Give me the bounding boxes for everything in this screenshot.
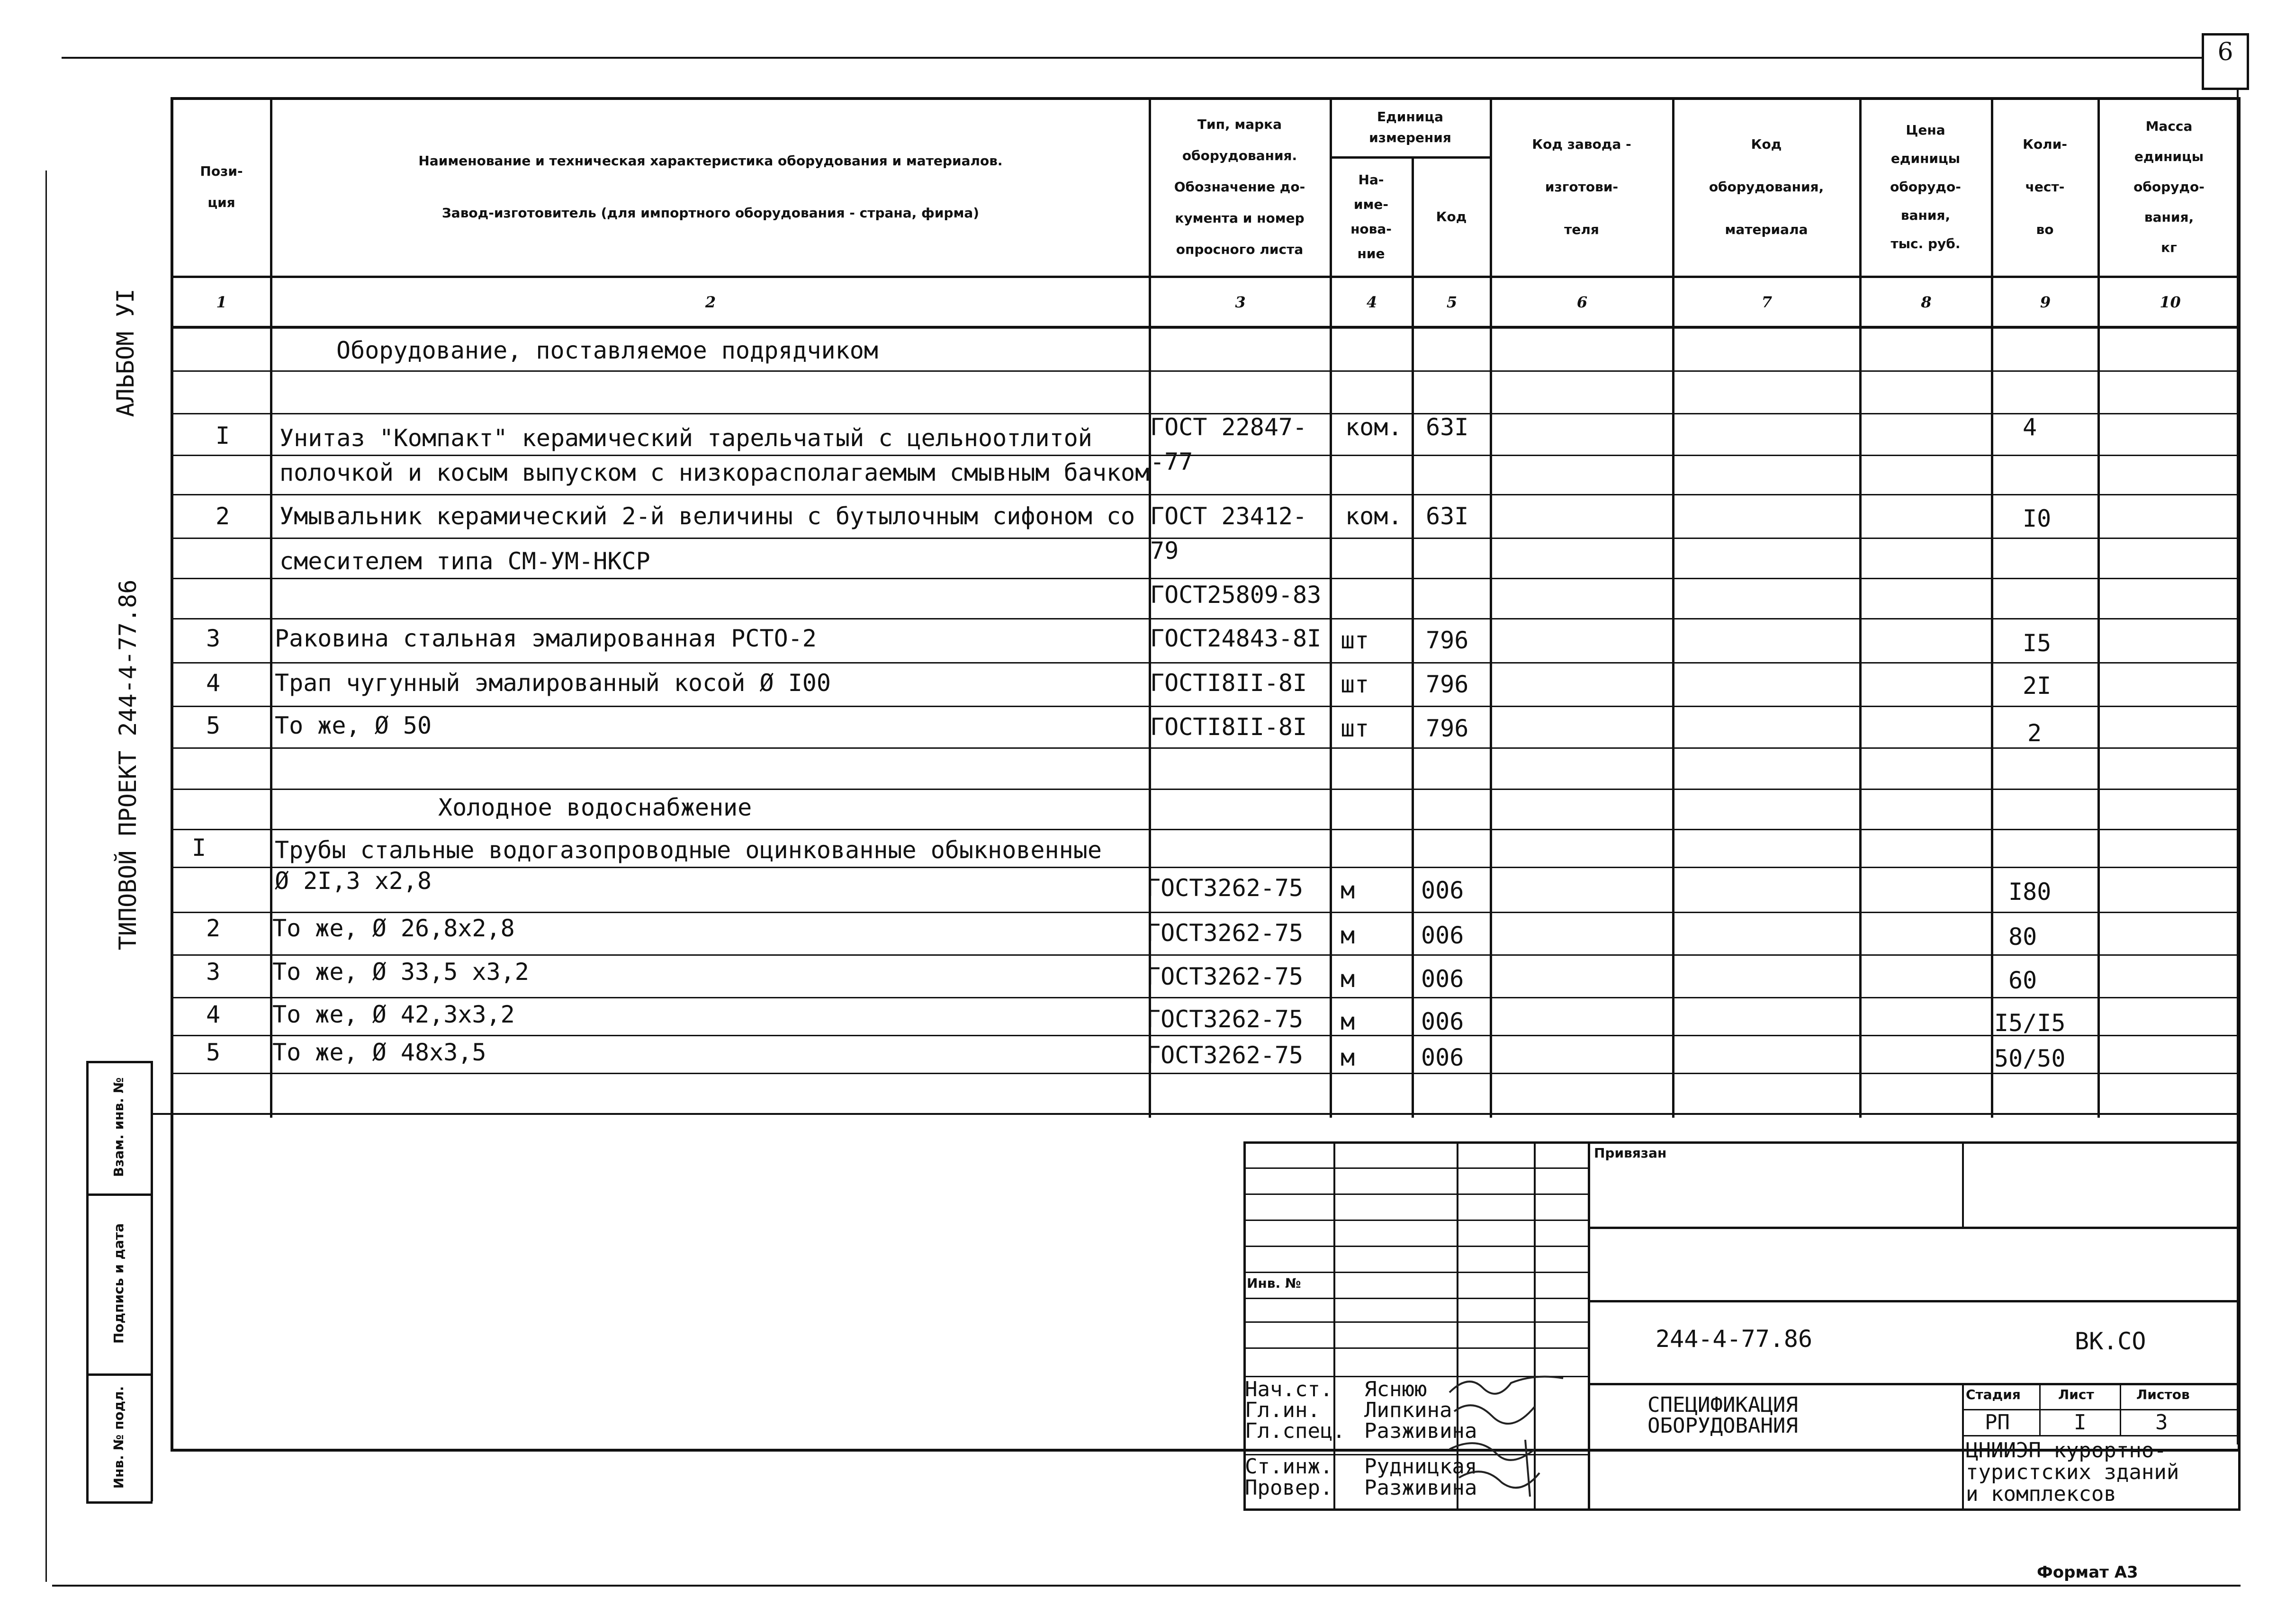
col-num-9: 9	[2040, 293, 2051, 311]
row-name: То же, Ø 26,8x2,8	[272, 915, 515, 942]
designation: 244-4-77.86	[1656, 1325, 1813, 1353]
row-name: Умывальник керамический 2-й величины с бутылочным сифоном со	[279, 502, 1135, 530]
row-qty: I5	[2023, 629, 2052, 657]
row-unit: шт	[1341, 671, 1369, 698]
name-prover: Разживина	[1364, 1476, 1477, 1500]
row-type: ГОСТ3262-75	[1146, 1041, 1304, 1069]
sheets-value: 3	[2155, 1410, 2168, 1435]
sheet-label: Лист	[2058, 1387, 2094, 1402]
name-gl-in: Липкина	[1364, 1398, 1452, 1422]
row-name: Унитаз "Компакт" керамический тарельчатый с цельноотлитой	[279, 424, 1092, 452]
col-num-2: 2	[705, 293, 716, 311]
row-name: Трубы стальные водогазопроводные оцинкованные обыкновенные	[275, 836, 1102, 864]
row-type: ГОСТI8II-8I	[1150, 669, 1307, 697]
col-header-3: Тип, марка оборудования. Обозначение до- кумента и номер опросного листа	[1174, 117, 1305, 257]
row-qty: 4	[2023, 413, 2037, 441]
col-num-10: 10	[2160, 293, 2181, 311]
row-type: ГОСТ3262-75	[1146, 874, 1304, 902]
role-gl-in: Гл.ин.	[1245, 1398, 1320, 1422]
row-unit: м	[1341, 1044, 1355, 1071]
sheet-code: ВК.СО	[2075, 1328, 2146, 1355]
row-unit-code: 006	[1421, 1044, 1464, 1071]
role-prover: Провер.	[1245, 1476, 1333, 1500]
stage-value: РП	[1985, 1410, 2010, 1435]
col-header-8: Цена единицы оборудо- вания, тыс. руб.	[1890, 122, 1961, 251]
organization: ЦНИИЭП курортно- туристских зданий и комплексов	[1966, 1438, 2179, 1506]
row-type: -77	[1150, 448, 1193, 476]
sheet-value: I	[2074, 1410, 2087, 1435]
row-unit: м	[1341, 877, 1355, 904]
row-unit-code: 63I	[1426, 413, 1469, 441]
row-name: Раковина стальная эмалированная РСТО-2	[275, 625, 817, 652]
row-position: I	[215, 422, 230, 449]
page-number: 6	[2217, 38, 2233, 66]
row-name: полочкой и косым выпуском с низкорасполагаемым смывным бачком	[279, 459, 1150, 486]
name-st-inzh: Рудницкая	[1364, 1454, 1477, 1479]
col-header-9: Коли- чест- во	[2023, 136, 2067, 237]
row-position: I	[191, 834, 207, 861]
row-type: ГОСТ3262-75	[1146, 919, 1304, 947]
row-unit-code: 006	[1421, 1008, 1464, 1035]
col-header-2: Наименование и техническая характеристика оборудования и материалов. Завод-изготовитель (для импортного оборудования - страна, фирма)	[418, 153, 1003, 221]
stage-label: Стадия	[1966, 1387, 2021, 1402]
row-position: 4	[206, 669, 221, 697]
row-unit: шт	[1341, 627, 1369, 654]
row-name: То же, Ø 48x3,5	[272, 1039, 486, 1066]
row-position: 3	[206, 625, 221, 652]
row-name: Трап чугунный эмалированный косой Ø I00	[275, 669, 831, 697]
col-header-10: Масса единицы оборудо- вания, кг	[2133, 118, 2205, 255]
project-label: ТИПОВОЙ ПРОЕКТ 244-4-77.86	[114, 579, 142, 951]
section-title: Холодное водоснабжение	[438, 794, 752, 821]
name-gl-spec: Разживина	[1364, 1419, 1477, 1443]
row-unit-code: 006	[1421, 965, 1464, 993]
col-num-3: 3	[1235, 293, 1246, 311]
document-title: СПЕЦИФИКАЦИЯ ОБОРУДОВАНИЯ	[1647, 1393, 1798, 1438]
field-vzam-inv: Взам. инв. №	[110, 1077, 126, 1177]
role-nach-st: Нач.ст.	[1245, 1377, 1333, 1401]
row-name: То же, Ø 33,5 x3,2	[272, 958, 529, 986]
row-unit-code: 63I	[1426, 502, 1469, 530]
row-unit: м	[1341, 922, 1355, 949]
row-type: ГОСТ 23412-	[1150, 502, 1307, 530]
row-type: ГОСТ3262-75	[1146, 963, 1304, 990]
row-unit-code: 796	[1426, 715, 1469, 742]
row-position: 3	[206, 958, 221, 986]
row-qty: 80	[2008, 923, 2037, 951]
row-qty: 2I	[2023, 672, 2052, 700]
row-unit: м	[1341, 965, 1355, 993]
row-qty: 60	[2008, 967, 2037, 994]
field-inv-podl: Инв. № подл.	[110, 1386, 126, 1489]
row-name: Ø 2I,3 x2,8	[275, 867, 432, 895]
row-qty: I80	[2008, 878, 2052, 906]
row-type: ГОСТ24843-8I	[1150, 625, 1322, 652]
row-position: 5	[206, 1039, 221, 1066]
col-num-1: 1	[216, 293, 227, 311]
album-label: АЛЬБОМ УI	[112, 288, 139, 417]
row-qty: 2	[2027, 719, 2042, 747]
row-name: То же, Ø 50	[275, 712, 432, 739]
row-unit-code: 006	[1421, 922, 1464, 949]
col-header-5: Код	[1436, 208, 1467, 224]
row-qty: I5/I5	[1994, 1009, 2066, 1037]
row-qty: I0	[2023, 505, 2052, 532]
col-num-5: 5	[1446, 293, 1458, 311]
unit-group-header: Единица измерения	[1369, 109, 1451, 145]
row-type: ГОСТ25809-83	[1150, 581, 1322, 609]
col-num-4: 4	[1366, 293, 1377, 311]
row-name: смесителем типа СМ-УМ-НКСР	[279, 547, 650, 575]
signature-scribbles	[1440, 1355, 1582, 1506]
col-header-4: На- име- нова- ние	[1350, 171, 1392, 261]
col-num-6: 6	[1576, 293, 1588, 311]
col-num-7: 7	[1761, 293, 1773, 311]
inv-no-label: Инв. №	[1247, 1275, 1301, 1291]
row-unit-code: 796	[1426, 627, 1469, 654]
format-label: Формат А3	[2037, 1563, 2138, 1582]
row-type: 79	[1150, 537, 1179, 565]
role-st-inzh: Ст.инж.	[1245, 1454, 1333, 1479]
col-num-8: 8	[1921, 293, 1932, 311]
row-unit: ком.	[1345, 413, 1403, 441]
row-unit: м	[1341, 1008, 1355, 1035]
row-unit: шт	[1341, 715, 1369, 742]
col-header-1: Пози- ция	[200, 163, 243, 210]
row-unit-code: 006	[1421, 877, 1464, 904]
col-header-6: Код завода - изготови- теля	[1532, 136, 1631, 237]
row-unit-code: 796	[1426, 671, 1469, 698]
row-position: 2	[206, 915, 221, 942]
col-header-7: Код оборудования, материала	[1709, 136, 1824, 237]
row-name: То же, Ø 42,3x3,2	[272, 1001, 515, 1028]
row-type: ГОСТ 22847-	[1150, 413, 1307, 441]
row-position: 5	[206, 712, 221, 739]
row-type: ГОСТI8II-8I	[1150, 713, 1307, 741]
role-gl-spec: Гл.спец.	[1245, 1419, 1345, 1443]
row-type: ГОСТ3262-75	[1146, 1005, 1304, 1033]
field-podpis-data: Подпись и дата	[110, 1223, 126, 1344]
sheets-label: Листов	[2136, 1387, 2190, 1402]
privyazan-label: Привязан	[1594, 1145, 1667, 1161]
section-title: Оборудование, поставляемое подрядчиком	[336, 337, 878, 364]
row-position: 2	[215, 502, 230, 530]
row-unit: ком.	[1345, 502, 1403, 530]
row-qty: 50/50	[1994, 1045, 2066, 1072]
row-position: 4	[206, 1001, 221, 1028]
name-nach-st: Яснюю	[1364, 1377, 1427, 1401]
